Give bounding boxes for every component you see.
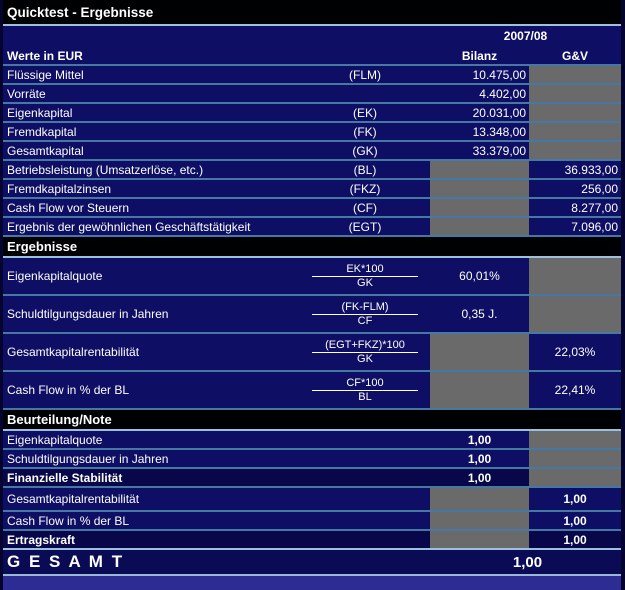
column-header-formula-spacer [300,46,430,63]
row-label: Betriebsleistung (Umsatzerlöse, etc.) [7,162,204,177]
column-header-werte: Werte in EUR [7,49,83,63]
input-row [3,85,621,104]
formula-cell [300,334,430,370]
row-label: Fremdkapitalzinsen [7,181,112,196]
gv-blocked-cell [529,66,621,83]
bilanz-result-cell[interactable]: 60,01% [459,269,500,283]
column-header-row [3,46,621,66]
total-value-cell[interactable]: 1,00 [512,553,543,571]
gv-blocked-cell [529,258,621,294]
input-row [3,218,621,237]
input-row [3,66,621,85]
bilanz-value-cell[interactable]: 33.379,00 [472,143,526,158]
formula-numerator: (EGT+FKZ)*100 [312,339,418,353]
bilanz-blocked-cell [430,372,529,408]
formula-cell [300,372,430,408]
row-label: Schuldtilgungsdauer in Jahren [7,451,169,466]
column-header-bilanz: Bilanz [461,49,498,63]
bilanz-blocked-cell [430,531,529,548]
input-row [3,123,621,142]
row-code: (FK) [353,124,377,139]
bilanz-note-cell[interactable]: 1,00 [467,470,492,485]
formula-cell [300,258,430,294]
column-header-gv: G&V [561,49,588,63]
year-header: 2007/08 [503,29,548,43]
row-label: Gesamtkapital [7,143,84,158]
gv-result-cell[interactable]: 22,41% [554,383,596,397]
note-row [3,431,621,450]
bilanz-value-cell[interactable]: 4.402,00 [479,86,526,101]
row-label: Flüssige Mittel [7,67,84,82]
formula-spacer [300,431,430,448]
row-label: Cash Flow in % der BL [7,513,130,528]
bilanz-blocked-cell [430,512,529,529]
row-label: Eigenkapital [7,105,73,120]
gv-blocked-cell [529,431,621,448]
footer-strip [3,575,621,590]
ratio-row [3,296,621,334]
row-label: Finanzielle Stabilität [7,470,123,485]
row-label: Eigenkapitalquote [7,269,103,283]
section-header-ergebnisse [3,237,621,258]
formula-fraction [312,263,418,290]
input-row [3,142,621,161]
bilanz-value-cell[interactable]: 20.031,00 [472,105,526,120]
input-values-block [3,66,621,237]
ratio-row [3,258,621,296]
formula-fraction [312,377,418,404]
formula-fraction [312,339,418,366]
formula-cell [300,296,430,332]
row-label: Vorräte [7,86,46,101]
rating-block [3,431,621,550]
formula-numerator: EK*100 [312,263,418,277]
gv-note-cell[interactable]: 1,00 [563,532,587,547]
total-row [3,550,621,575]
sheet-title-bar [3,0,621,26]
formula-denominator: GK [357,352,373,365]
year-header-row [3,26,621,46]
row-label: Gesamtkapitalrentabilität [7,492,140,506]
formula-spacer [300,512,430,529]
gv-blocked-cell [529,296,621,332]
formula-denominator: CF [357,314,373,327]
row-label: Eigenkapitalquote [7,432,103,447]
gv-value-cell[interactable]: 7.096,00 [571,219,618,234]
row-code: (GK) [352,143,378,158]
formula-spacer [300,531,430,548]
row-code: (CF) [353,200,377,215]
formula-denominator: GK [357,276,373,289]
bilanz-blocked-cell [430,180,529,197]
row-label: Ertragskraft [7,532,76,547]
gv-blocked-cell [529,450,621,467]
note-row [3,512,621,531]
formula-spacer [300,469,430,486]
ratio-results-block [3,258,621,410]
gv-value-cell[interactable]: 256,00 [581,181,618,196]
gv-blocked-cell [529,142,621,159]
gv-note-cell[interactable]: 1,00 [563,492,587,506]
input-row [3,199,621,218]
gv-blocked-cell [529,85,621,102]
total-label: G E S A M T [7,552,125,571]
page-title: Quicktest - Ergebnisse [7,4,154,20]
section-header-beurteilung [3,410,621,431]
bilanz-blocked-cell [430,334,529,370]
row-code: (EGT) [348,219,382,234]
input-row [3,104,621,123]
ratio-row [3,372,621,410]
bilanz-blocked-cell [430,199,529,216]
row-label: Cash Flow vor Steuern [7,200,130,215]
row-code: (FKZ) [349,181,381,196]
gv-value-cell[interactable]: 36.933,00 [564,162,618,177]
row-label: Schuldtilgungsdauer in Jahren [7,307,169,321]
gv-value-cell[interactable]: 8.277,00 [571,200,618,215]
row-code [300,85,430,102]
gv-blocked-cell [529,104,621,121]
summary-note-row [3,531,621,550]
note-row [3,450,621,469]
bilanz-blocked-cell [430,218,529,235]
bilanz-blocked-cell [430,488,529,510]
formula-numerator: (FK-FLM) [312,301,418,315]
gv-blocked-cell [529,123,621,140]
row-code: (EK) [353,105,377,120]
bilanz-note-cell[interactable]: 1,00 [467,451,492,466]
bilanz-note-cell[interactable]: 1,00 [467,432,492,447]
bilanz-blocked-cell [430,161,529,178]
summary-note-row [3,469,621,488]
section-header-label: Ergebnisse [7,239,78,254]
formula-denominator: BL [358,390,372,403]
row-label: Cash Flow in % der BL [7,383,130,397]
bilanz-value-cell[interactable]: 10.475,00 [472,67,526,82]
row-code: (BL) [353,162,377,177]
formula-spacer [300,488,430,510]
row-label: Gesamtkapitalrentabilität [7,345,140,359]
gv-blocked-cell [529,469,621,486]
section-header-label: Beurteilung/Note [7,412,112,427]
ratio-row [3,334,621,372]
row-label: Ergebnis der gewöhnlichen Geschäftstätigkeit [7,219,251,234]
note-row [3,488,621,512]
input-row [3,180,621,199]
bilanz-value-cell[interactable]: 13.348,00 [472,124,526,139]
input-row [3,161,621,180]
gv-result-cell[interactable]: 22,03% [554,345,596,359]
row-code: (FLM) [349,67,381,82]
row-label: Fremdkapital [7,124,77,139]
formula-spacer [300,450,430,467]
gv-note-cell[interactable]: 1,00 [563,513,587,528]
formula-fraction [312,301,418,328]
bilanz-result-cell[interactable]: 0,35 J. [461,307,498,321]
formula-numerator: CF*100 [312,377,418,391]
